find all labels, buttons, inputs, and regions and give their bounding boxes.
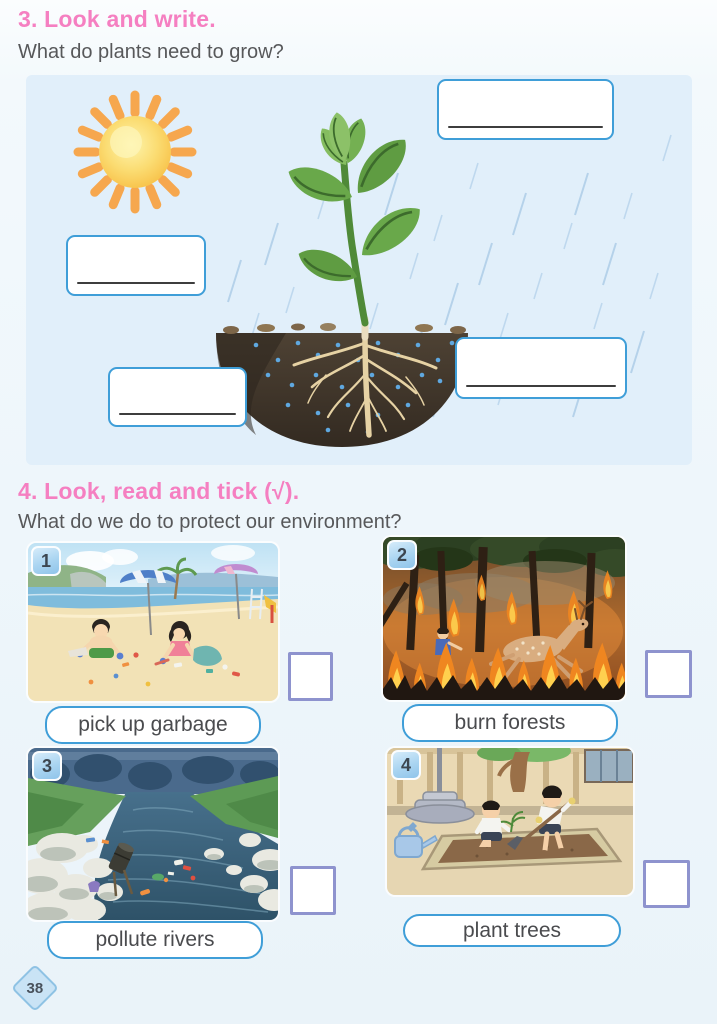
write-line — [119, 413, 236, 415]
write-line — [466, 385, 616, 387]
plant-trees-image — [387, 748, 633, 895]
beach-cleanup-image — [28, 543, 278, 701]
tick-checkbox-4[interactable] — [643, 860, 690, 908]
write-line — [448, 126, 603, 128]
exercise4-question: What do we do to protect our environment? — [18, 511, 402, 533]
burn-forests-image — [383, 537, 625, 700]
item-number-badge: 4 — [391, 750, 421, 780]
tick-checkbox-2[interactable] — [645, 650, 692, 698]
seedling-icon — [283, 112, 430, 337]
answer-box-bottom-left[interactable] — [108, 367, 247, 427]
exercise3-question: What do plants need to grow? — [18, 41, 284, 63]
sun-icon — [78, 95, 192, 209]
caption-plant-trees: plant trees — [403, 914, 621, 947]
answer-box-top-right[interactable] — [437, 79, 614, 140]
page-number-badge: 38 — [11, 964, 59, 1012]
exercise3-title: 3. Look and write. — [18, 6, 216, 32]
item-number-badge: 3 — [32, 751, 62, 781]
write-line — [77, 282, 195, 284]
caption-burn-forests: burn forests — [402, 704, 618, 742]
exercise4-title: 4. Look, read and tick (√). — [18, 478, 300, 504]
answer-box-bottom-right[interactable] — [455, 337, 627, 399]
caption-pick-up-garbage: pick up garbage — [45, 706, 261, 744]
answer-box-middle-left[interactable] — [66, 235, 206, 296]
pollute-rivers-image — [28, 748, 278, 920]
item-number-badge: 1 — [31, 546, 61, 576]
caption-pollute-rivers: pollute rivers — [47, 921, 263, 959]
tick-checkbox-1[interactable] — [288, 652, 333, 701]
tick-checkbox-3[interactable] — [290, 866, 336, 915]
item-number-badge: 2 — [387, 540, 417, 570]
